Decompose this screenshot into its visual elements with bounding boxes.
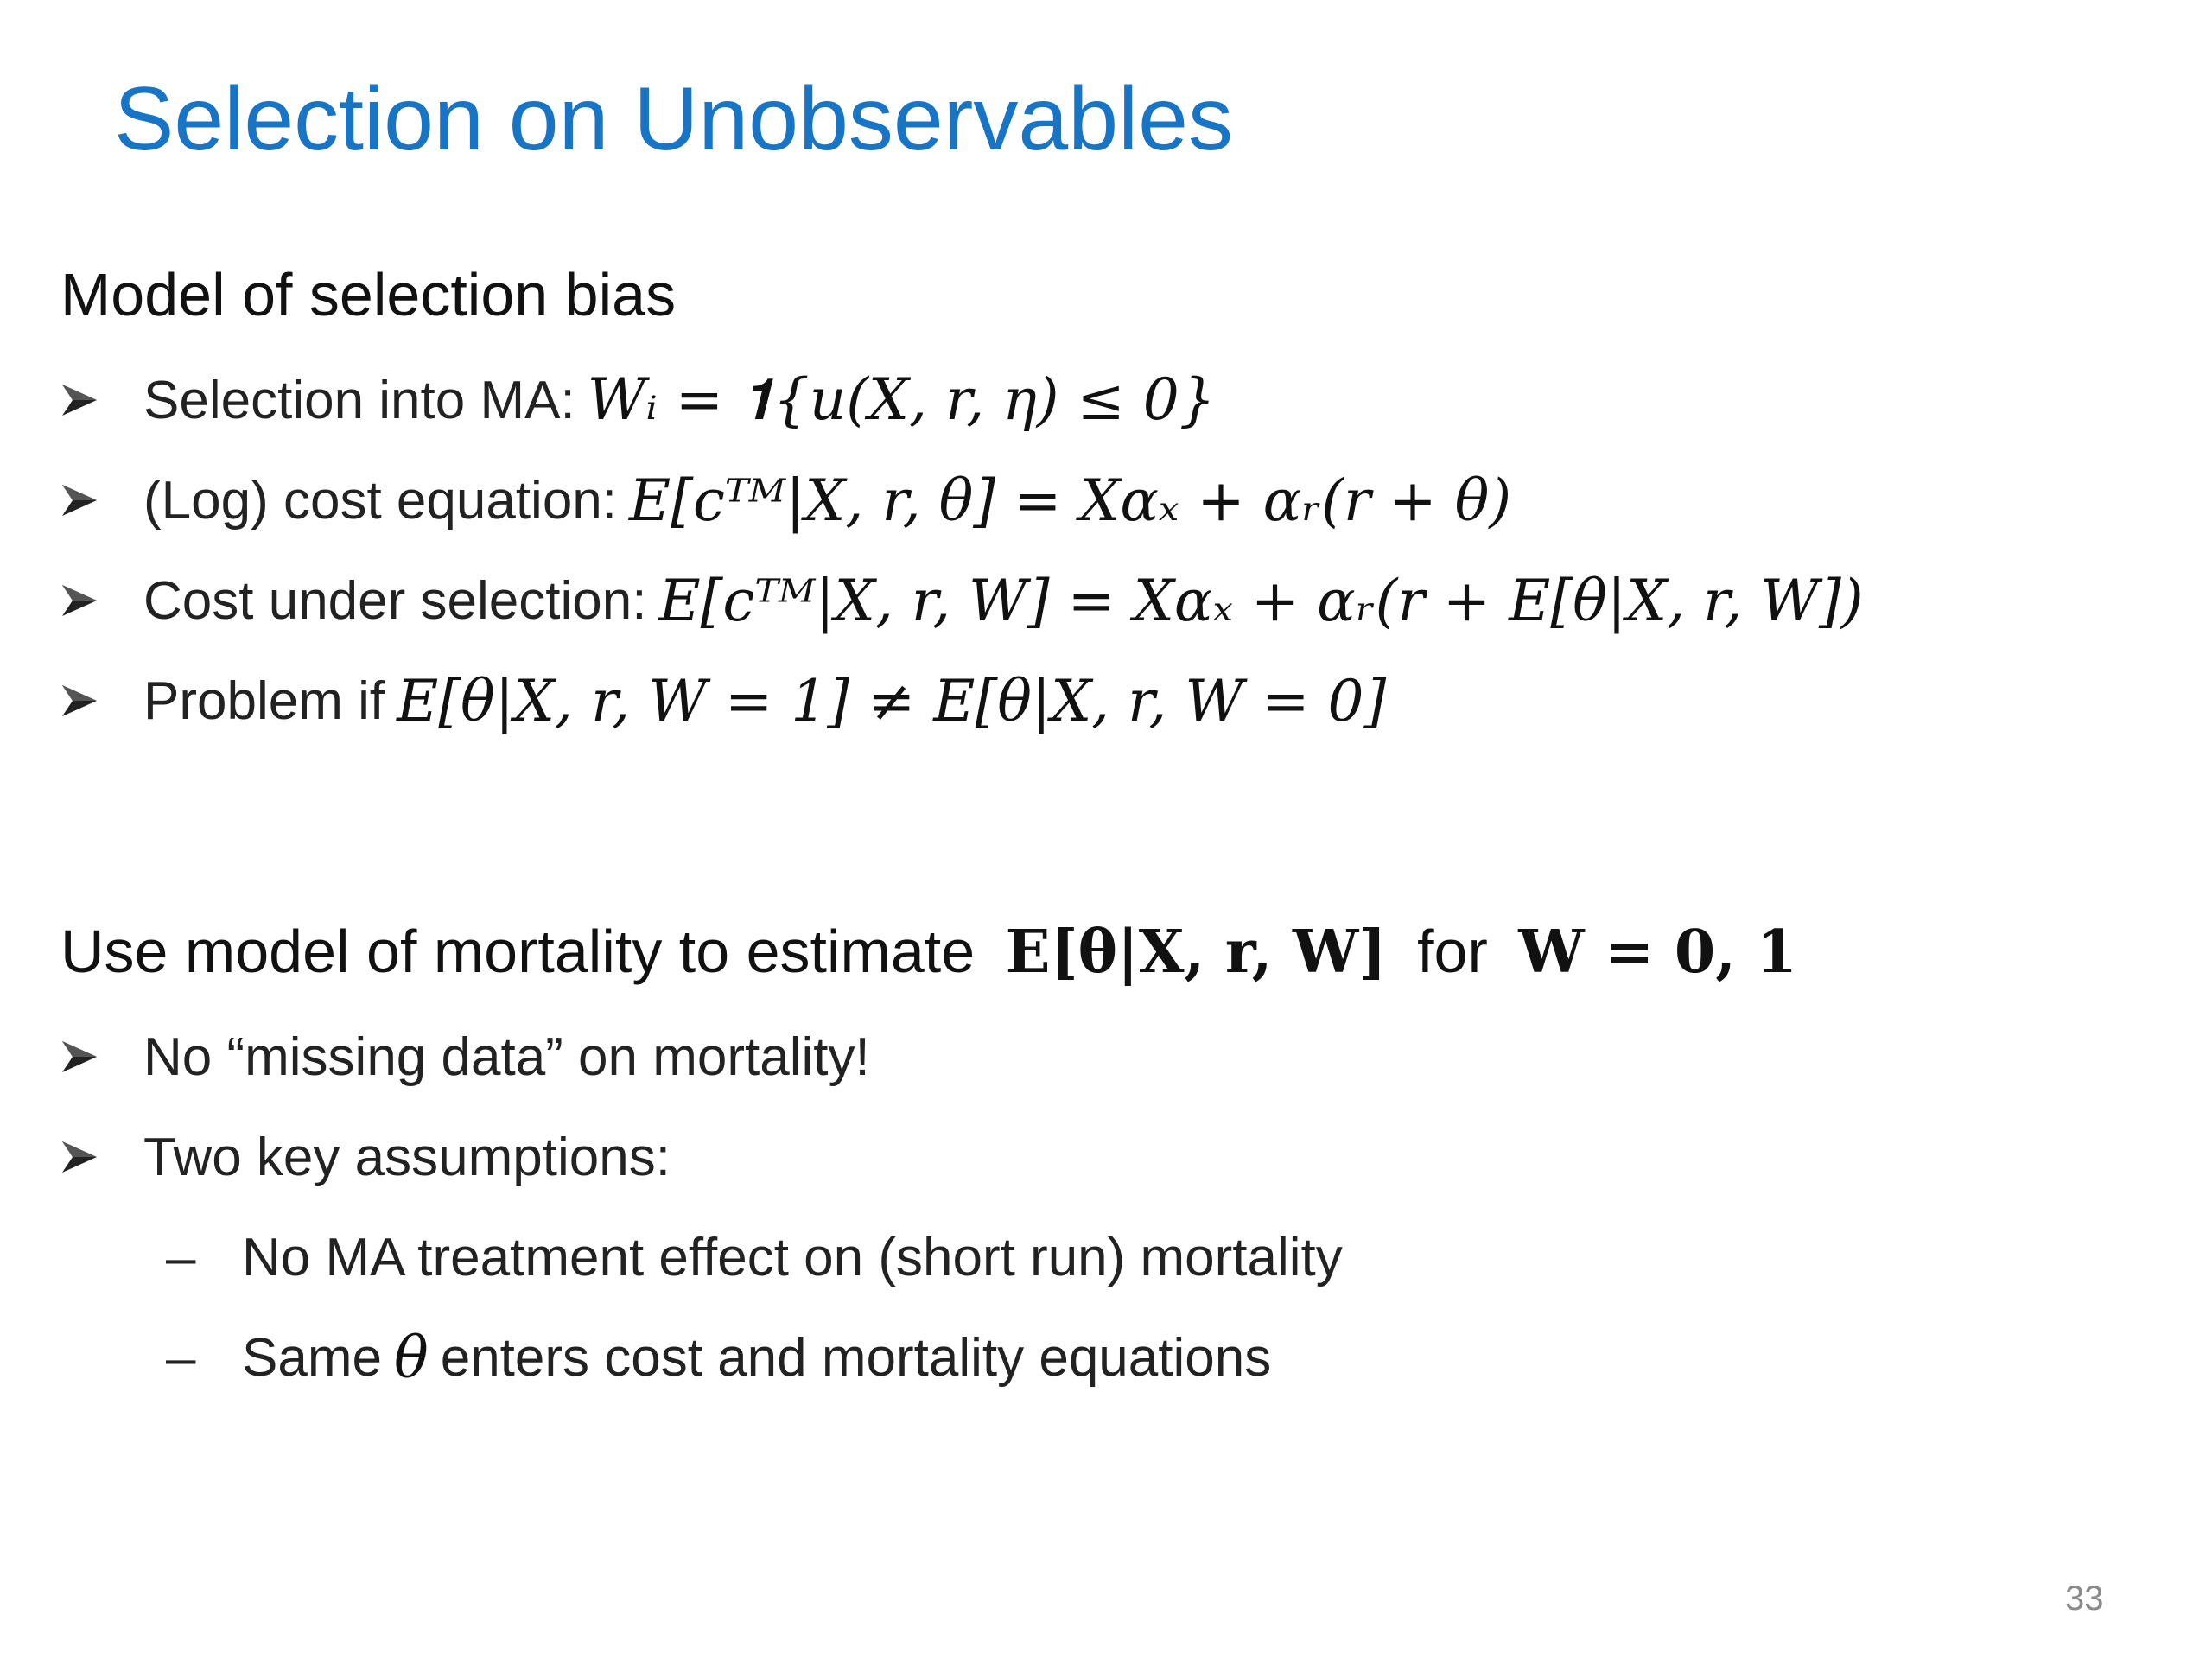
bullet-label: (Log) cost equation: (143, 470, 618, 531)
subbullet-label: No MA treatment effect on (short run) mortality (242, 1227, 1343, 1287)
arrowhead-bullet-icon (60, 1138, 143, 1176)
heading-mid: for (1417, 918, 1488, 985)
heading-prefix: Use model of mortality to estimate (60, 918, 976, 985)
slide-title: Selection on Unobservables (114, 69, 1234, 169)
heading-math-expectation: E[θ|X, r, W] (1005, 918, 1387, 987)
dash-bullet-icon: – (166, 1327, 196, 1388)
bullet-math: Wᵢ = 𝟏{u(X, r, η) ≤ 0} (587, 365, 1216, 433)
page-number: 33 (2065, 1580, 2104, 1618)
theta-symbol: θ (393, 1324, 429, 1391)
dash-bullet-icon: – (166, 1227, 196, 1287)
bullet-selection-into-ma (60, 361, 1216, 439)
bullet-problem-if (60, 662, 1386, 740)
bullet-label: Cost under selection: (143, 570, 647, 631)
bullet-label: Two key assumptions: (143, 1127, 671, 1187)
subbullet-prefix: Same (242, 1327, 382, 1388)
bullet-cost-under-selection (60, 562, 1864, 639)
subbullet-no-treatment-effect (166, 1218, 1343, 1296)
section-heading-selection-bias: Model of selection bias (60, 261, 677, 328)
bullet-log-cost-equation (60, 461, 1511, 539)
arrowhead-bullet-icon (60, 1038, 143, 1076)
bullet-label: Selection into MA: (143, 370, 575, 430)
section-heading-mortality-model (60, 914, 1811, 989)
arrowhead-bullet-icon (60, 582, 143, 620)
bullet-math: E[cᵀᴹ|X, r, W] = Xαₓ + αᵣ(r + E[θ|X, r, W]) (658, 567, 1864, 634)
bullet-label: Problem if (143, 671, 385, 731)
subbullet-suffix: enters cost and mortality equations (440, 1327, 1272, 1388)
arrowhead-bullet-icon (60, 381, 143, 419)
arrowhead-bullet-icon (60, 481, 143, 519)
bullet-math: E[cᵀᴹ|X, r, θ] = Xαₓ + αᵣ(r + θ) (629, 467, 1512, 534)
arrowhead-bullet-icon (60, 682, 143, 720)
subbullet-same-theta (166, 1319, 1271, 1396)
bullet-two-key-assumptions (60, 1118, 671, 1196)
bullet-label: No “missing data” on mortality! (143, 1027, 870, 1087)
heading-math-w: W = 0, 1 (1518, 918, 1797, 987)
bullet-math: E[θ|X, r, W = 1] ≠ E[θ|X, r, W = 0] (397, 667, 1387, 734)
bullet-no-missing-data (60, 1018, 870, 1096)
